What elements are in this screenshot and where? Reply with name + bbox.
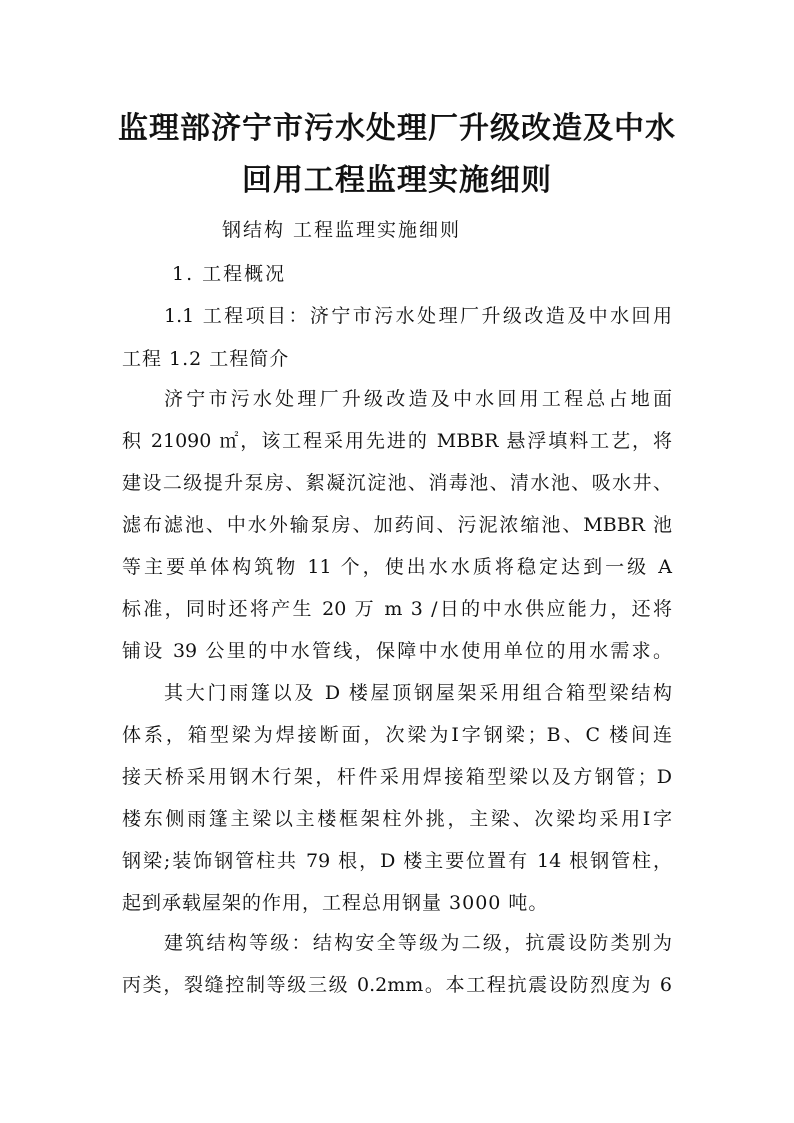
text-line: 济宁市污水处理厂升级改造及中水回用工程总占地面 [164, 388, 672, 410]
text-line: 建设二级提升泵房、絮凝沉淀池、消毒池、清水池、吸水井、 [122, 472, 672, 494]
text-line: 建筑结构等级：结构安全等级为二级，抗震设防类别为 [164, 932, 672, 954]
text-line: 滤布滤池、中水外输泵房、加药间、污泥浓缩池、MBBR 池 [122, 514, 672, 536]
text-line: 接天桥采用钢木行架，杆件采用焊接箱型梁以及方钢管；D [122, 766, 672, 788]
text-line: 工程 1.2 工程简介 [122, 348, 290, 370]
text-line: 铺设 39 公里的中水管线，保障中水使用单位的用水需求。 [122, 640, 672, 662]
text-line: 丙类，裂缝控制等级三级 0.2mm。本工程抗震设防烈度为 6 [122, 974, 672, 996]
text-line: 楼东侧雨篷主梁以主楼框架柱外挑，主梁、次梁均采用Ⅰ字 [122, 808, 672, 830]
section-heading: 1. 工程概况 [172, 263, 287, 285]
text-line: 起到承载屋架的作用，工程总用钢量 3000 吨。 [122, 892, 549, 914]
text-line: 其大门雨篷以及 D 楼屋顶钢屋架采用组合箱型梁结构 [164, 682, 672, 704]
document-subtitle: 钢结构 工程监理实施细则 [222, 219, 462, 241]
text-line: 钢梁;装饰钢管柱共 79 根，D 楼主要位置有 14 根钢管柱， [122, 850, 672, 872]
text-line: 等主要单体构筑物 11 个，使出水水质将稳定达到一级 A [122, 556, 672, 578]
text-line: 积 21090 ㎡，该工程采用先进的 MBBR 悬浮填料工艺，将 [122, 430, 672, 452]
text-line: 1.1 工程项目：济宁市污水处理厂升级改造及中水回用 [164, 305, 672, 327]
document-title-line-2: 回用工程监理实施细则 [242, 163, 552, 198]
text-line: 标准，同时还将产生 20 万 m 3 /日的中水供应能力，还将 [122, 598, 672, 620]
text-line: 体系，箱型梁为焊接断面，次梁为Ⅰ字钢梁；B、C 楼间连 [122, 724, 672, 746]
document-title-line-1: 监理部济宁市污水处理厂升级改造及中水 [118, 111, 676, 146]
